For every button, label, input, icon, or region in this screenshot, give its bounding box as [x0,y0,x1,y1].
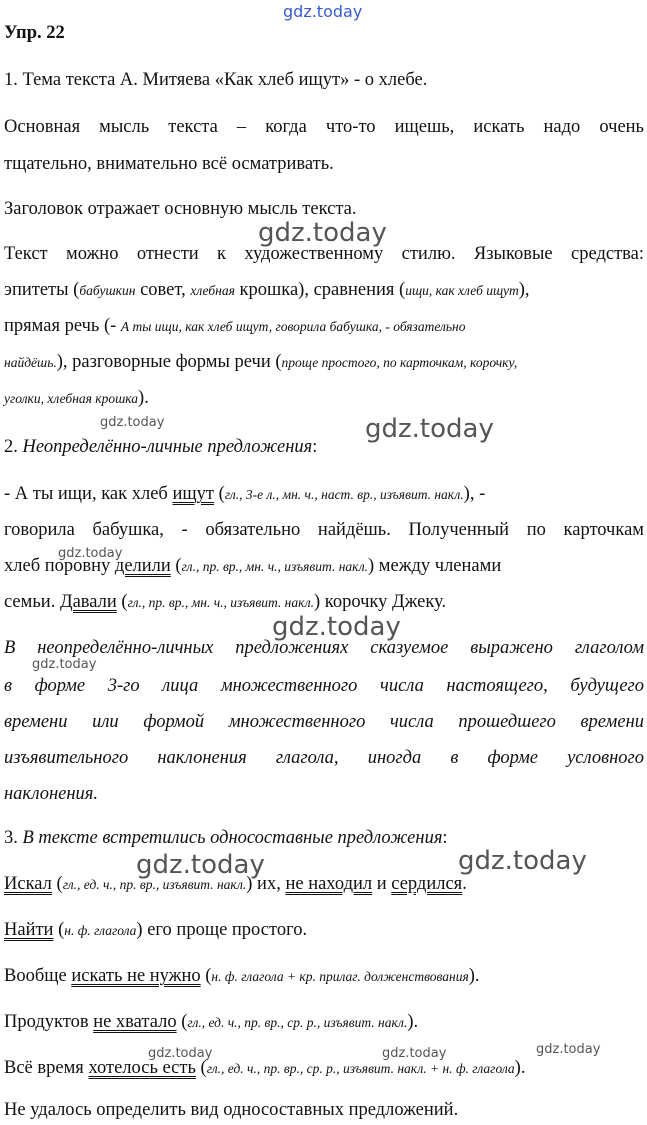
paragraph-title-note: Заголовок отражает основную мысль текста. [4,199,357,219]
watermark: gdz.today [458,846,587,876]
paragraph-topic: 1. Тема текста А. Митяева «Как хлеб ищут» - о хлебе. [4,70,428,90]
s3-row-3: Вообще искать не нужно (н. ф. глагола + кр. прилаг. долженствования). [4,966,480,986]
s3-row-6: Не удалось определить вид односоставных предложений. [4,1100,459,1120]
watermark: gdz.today [136,850,265,880]
rule-line-4: изъявительного наклонения глагола, иногда в форме условного [4,748,644,768]
section-2-heading: 2. Неопределённо-личные предложения: [4,437,318,457]
s2-line-3: хлеб поровну делили (гл., пр. вр., мн. ч., изъявит. накл.) между членами [4,556,502,576]
style-line-5: уголки, хлебная крошка). [4,388,149,408]
watermark-top: gdz.today [283,2,363,21]
style-line-4: найдёшь.), разговорные формы речи (проще простого, по карточкам, корочку, [4,352,518,372]
section-3-heading: 3. В тексте встретились односоставные предложения: [4,828,448,848]
style-line-1: Текст можно отнести к художественному стилю. Языковые средства: [4,244,644,264]
watermark: gdz.today [258,218,387,248]
rule-line-1: В неопределённо-личных предложениях сказуемое выражено глаголом [4,638,644,658]
rule-line-3: времени или формой множественного числа прошедшего времени [4,712,644,732]
style-line-3: прямая речь (- А ты ищи, как хлеб ищут, говорила бабушка, - обязательно [4,316,466,336]
watermark: gdz.today [382,1046,447,1061]
s2-line-2: говорила бабушка, - обязательно найдёшь. Полученный по карточкам [4,520,644,540]
exercise-title: Упр. 22 [4,23,65,43]
watermark: gdz.today [100,415,165,430]
rule-line-5: наклонения. [4,784,99,804]
watermark: gdz.today [58,546,123,561]
watermark: gdz.today [365,414,494,444]
rule-line-2: в форме 3-го лица множественного числа настоящего, будущего [4,676,644,696]
style-line-2: эпитеты (бабушкин совет, хлебная крошка), сравнения (ищи, как хлеб ищут), [4,280,530,300]
s2-line-4: семьи. Давали (гл., пр. вр., мн. ч., изъявит. накл.) корочку Джеку. [4,592,447,612]
watermark: gdz.today [148,1046,213,1061]
s3-row-1: Искал (гл., ед. ч., пр. вр., изъявит. накл.) их, не находил и сердился. [4,874,467,894]
main-idea-line-2: тщательно, внимательно всё осматривать. [4,154,334,174]
main-idea-line-1: Основная мысль текста – когда что-то ищешь, искать надо очень [4,117,644,137]
s2-line-1: - А ты ищи, как хлеб ищут (гл., 3-е л., мн. ч., наст. вр., изъявит. накл.), - [4,484,486,504]
s3-row-2: Найти (н. ф. глагола) его проще простого. [4,920,308,940]
watermark: gdz.today [32,657,97,672]
watermark: gdz.today [272,612,401,642]
watermark: gdz.today [536,1042,601,1057]
s3-row-4: Продуктов не хватало (гл., ед. ч., пр. вр., ср. р., изъявит. накл.). [4,1012,419,1032]
s3-row-5: Всё время хотелось есть (гл., ед. ч., пр. вр., ср. р., изъявит. накл. + н. ф. глагола). [4,1058,526,1078]
